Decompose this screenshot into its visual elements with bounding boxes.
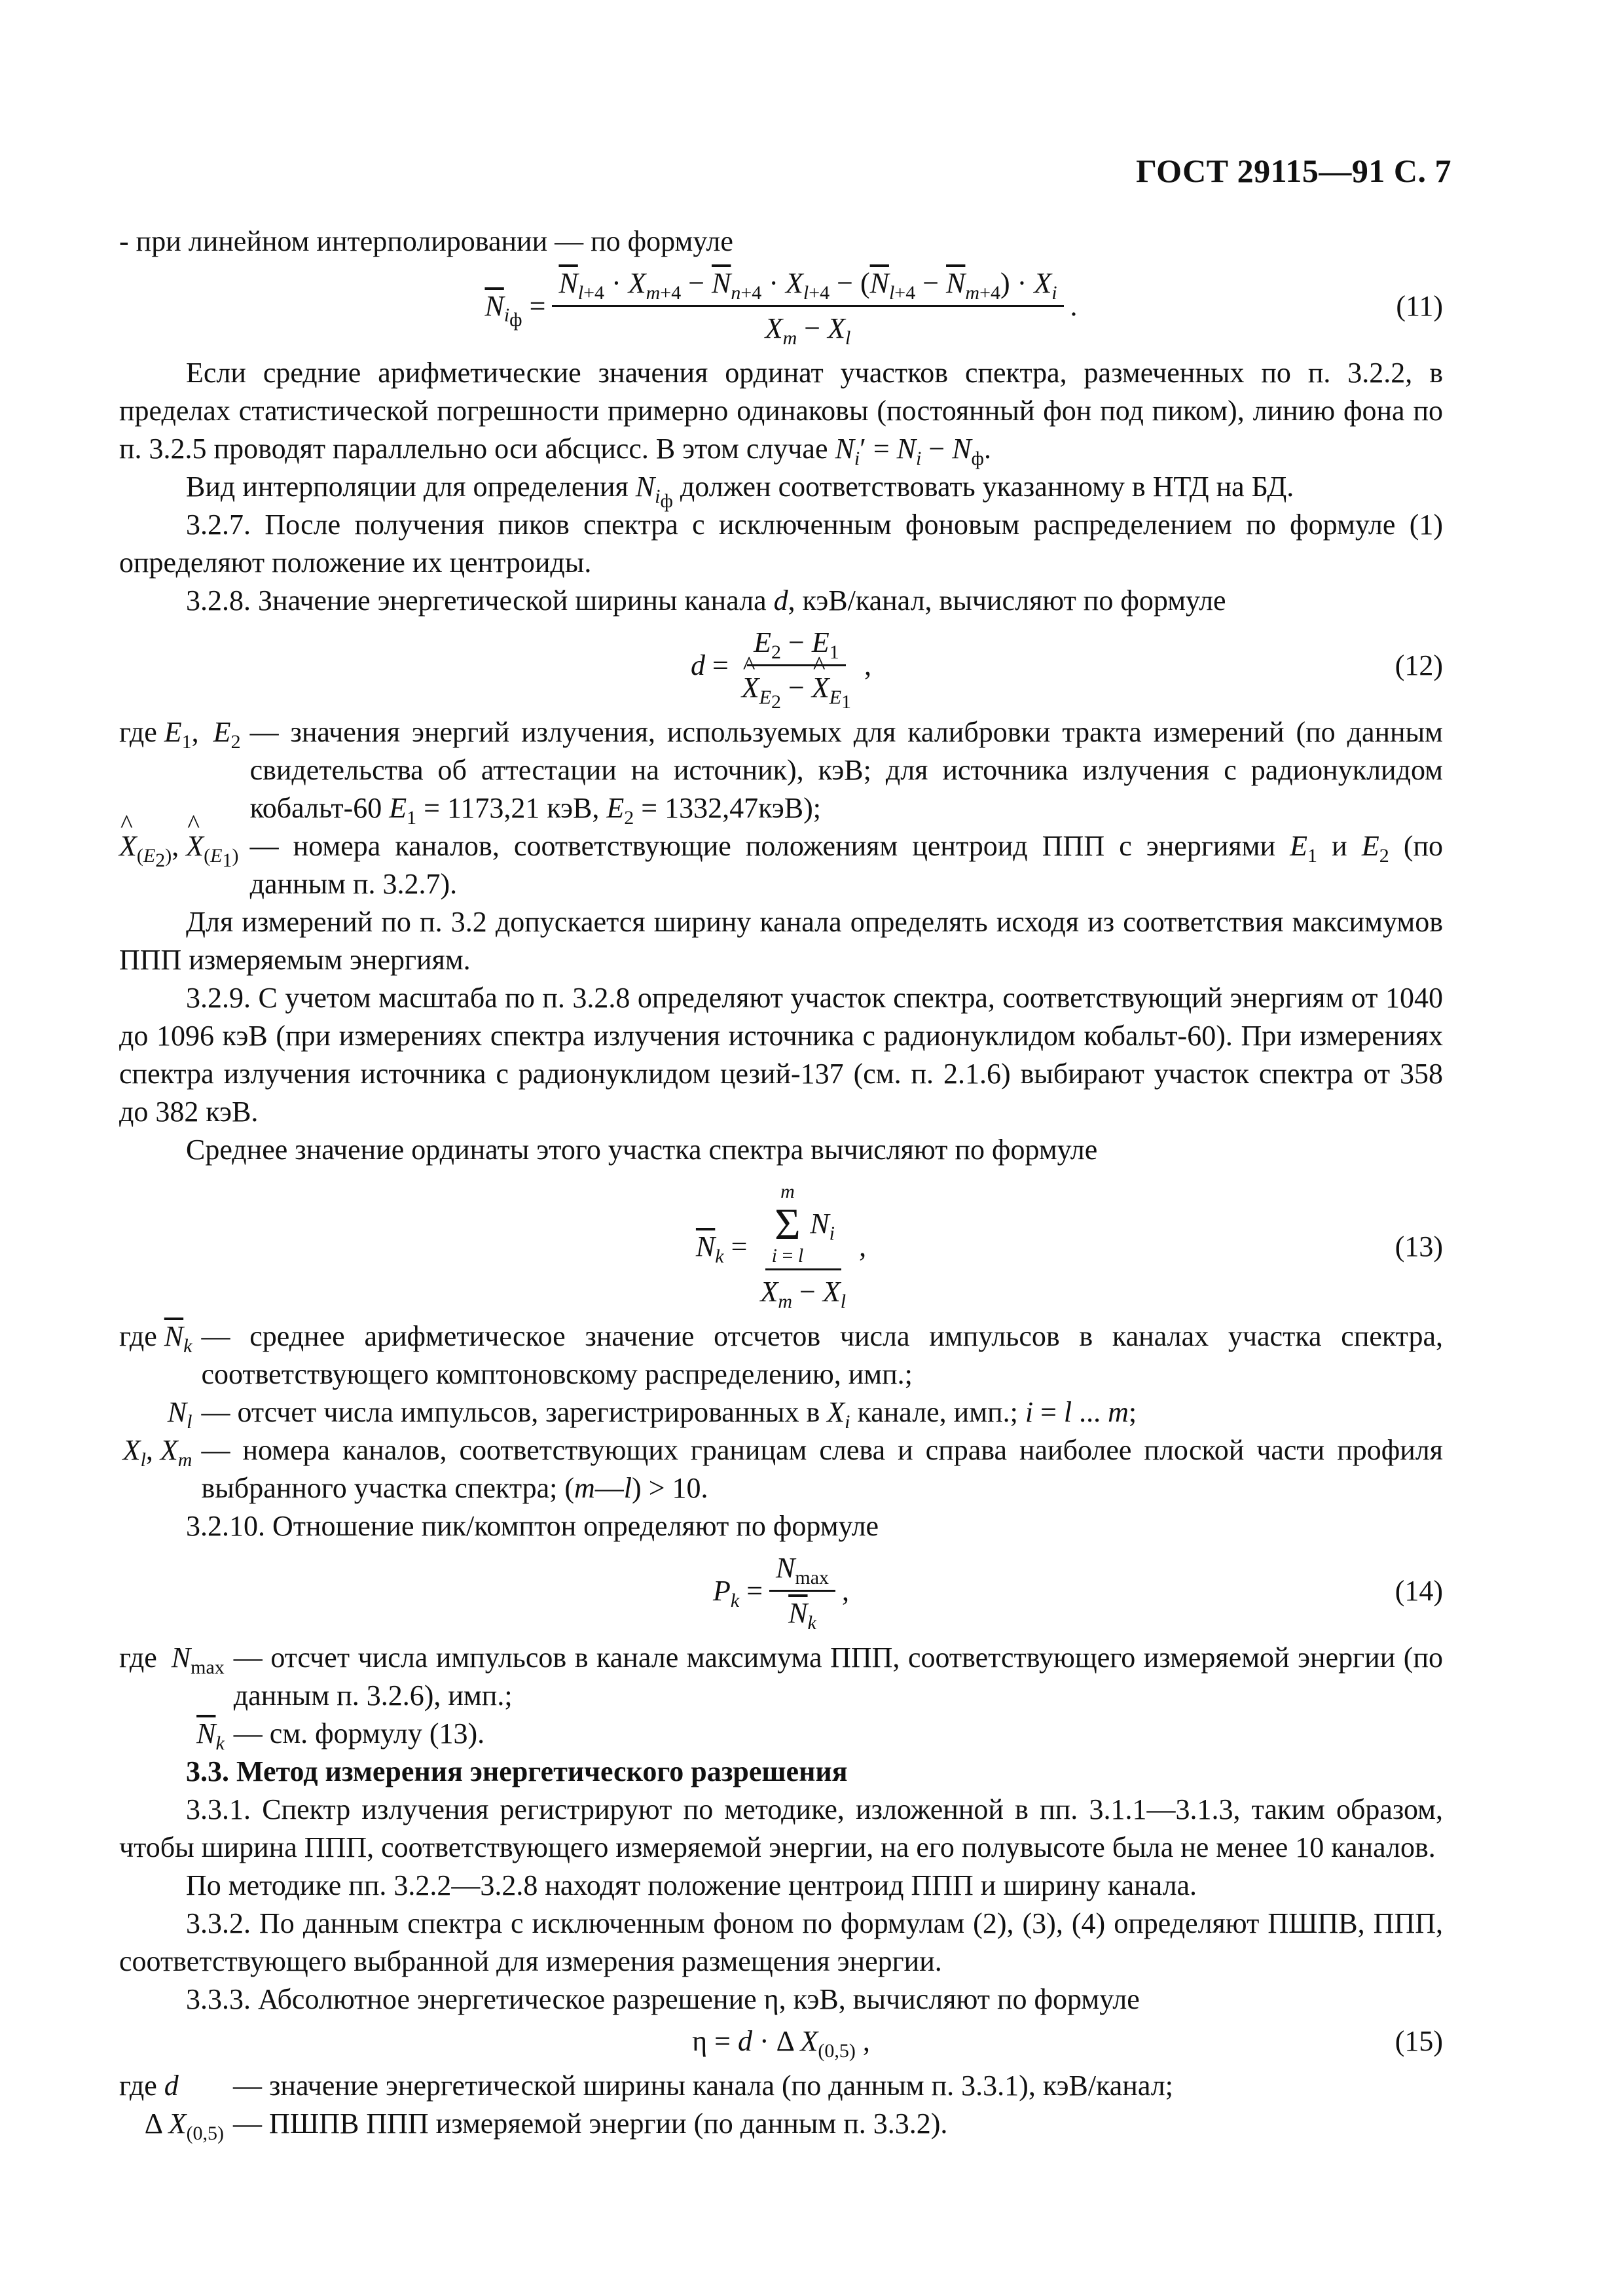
where-list-12: где $E_1$, $E_2$ — значения энергий излучения, используемых для калибровки тракта измерений (по данным свидетельства об аттестации на источник), кэВ; для источника излучения с радионуклидом кобальт-60 $E_1 = 1173,21$ кэВ, $E_2 = 1332,47кэВ$); ^ $X_{(E_2)}$, ^ $X_{(E_1)}$ — номера каналов, соответствующие положениям центроид ППП с энергиями $E_1$ и $E_2$ (по данным п. 3.2.7). (119, 713, 1443, 903)
equation-number: (14) (1395, 1574, 1443, 1607)
text-measurements: Для измерений по п. 3.2 допускается ширину канала определять исходя из соответствия максимумов ППП измеряемым энергиям. (119, 906, 1443, 976)
page-header: ГОСТ 29115—91 С. 7 (1136, 152, 1451, 189)
page-content (119, 223, 1443, 2143)
equation-number: (12) (1395, 649, 1443, 681)
text-3-3-2: 3.3.2. По данным спектра с исключенным фоном по формулам (2), (3), (4) определяют ПШПВ, ППП, соответствующего выбранной для измерения размещения энергии. (119, 1907, 1443, 1977)
text-3-2-8: 3.2.8. Значение энергетической ширины канала d, кэВ/канал, вычисляют по формуле (186, 584, 1226, 617)
text-method: По методике пп. 3.2.2—3.2.8 находят положение центроид ППП и ширину канала. (186, 1869, 1197, 1901)
equation-number: (15) (1395, 2025, 1443, 2057)
formula-15: η = d · Δ $X_{(0,5)}$ , (15) (119, 2022, 1443, 2060)
text-average: Среднее значение ординаты этого участка спектра вычисляют по формуле (186, 1134, 1098, 1166)
text-3-3-3: 3.3.3. Абсолютное энергетическое разрешение η, кэВ, вычисляют по формуле (186, 1983, 1140, 2015)
text-interp-type: Вид интерполяции для определения $N_{i_ф}$ должен соответствовать указанному в НТД на БД. (186, 471, 1294, 512)
equation-number: (13) (1395, 1230, 1443, 1263)
formula-14: $P_k$ = $\frac{N_{max}}{\overline{N}_k}$ , (14) (119, 1549, 1443, 1632)
text-arith-means: Если средние арифметические значения ординат участков спектра, размеченных по п. 3.2.2, в пределах статистической погрешности примерно одинаковы (постоянный фон под пиком), линию фона по п. 3.2.5 проводят параллельно оси абсцисс. В этом случае $N_i' = N_i - N_ф$. (119, 357, 1443, 469)
text-3-2-9: 3.2.9. С учетом масштаба по п. 3.2.8 определяют участок спектра, соответствующий энергиям от 1040 до 1096 кэВ (при измерениях спектра излучения источника с радионуклидом кобальт-60). При измерениях спектра излучения источника с радионуклидом цезий-137 (см. п. 2.1.6) выбирают участок спектра от 358 до 382 кэВ. (119, 982, 1443, 1128)
formula-11: $\overline{N}_{i_ф}$ = $\frac{\overline{N}_{l+4} \cdot X_{m+4} - \overline{N}_{n+4} \cdot X_{l+4} - (\overline{N}_{l+4} - \overline{N}_{m+4}) \cdot X_i}{X_m - X_l}$ . (11) (119, 264, 1443, 348)
where-list-15: где d — значение энергетической ширины канала (по данным п. 3.3.1), кэВ/канал; Δ $X_{(0,5)}$ — ПШПВ ППП измеряемой энергии (по данным п. 3.3.2). (119, 2070, 1173, 2144)
where-list-14: где $N_{max}$ — отсчет числа импульсов в канале максимума ППП, соответствующего измеряемой энергии (по данным п. 3.2.6), имп.; $\overline{N}_k$ — см. формулу (13). (119, 1641, 1443, 1754)
formula-13: $\overline{N}_k$ = m Σ i = l $N_i$ $X_m - X_l$ , (13) (695, 1181, 1443, 1312)
formula-12: d = $E_2 - E_1$ ^ $X_{E_2}$ − ^ $X_{E_1}$ , (12) (119, 624, 1443, 707)
text-linear-interp: - при линейном интерполировании — по формуле (119, 225, 733, 257)
section-3-3-title: 3.3. Метод измерения энергетического разрешения (186, 1755, 848, 1787)
text-3-2-7: 3.2.7. После получения пиков спектра с исключенным фоновым распределением по формуле (1) определяют положение их центроиды. (119, 509, 1443, 579)
equation-number: (11) (1396, 289, 1443, 322)
text-3-3-1: 3.3.1. Спектр излучения регистрируют по методике, изложенной в пп. 3.1.1—3.1.3, таким образом, чтобы ширина ППП, соответствующего измеряемой энергии, на его полувысоте была не менее 10 каналов. (119, 1793, 1443, 1863)
where-list-13: где $\overline{N}_k$ — среднее арифметическое значение отсчетов числа импульсов в каналах участка спектра, соответствующего комптоновскому распределению, имп.; $N_l$ — отсчет числа импульсов, зарегистрированных в $X_i$ канале, имп.; i = l ... m; $X_l$, $X_m$ — номера каналов, соответствующих границам слева и справа наиболее плоской части профиля выбранного участка спектра; (m—l) > 10. (119, 1320, 1443, 1504)
text-3-2-10: 3.2.10. Отношение пик/комптон определяют по формуле (186, 1510, 879, 1542)
